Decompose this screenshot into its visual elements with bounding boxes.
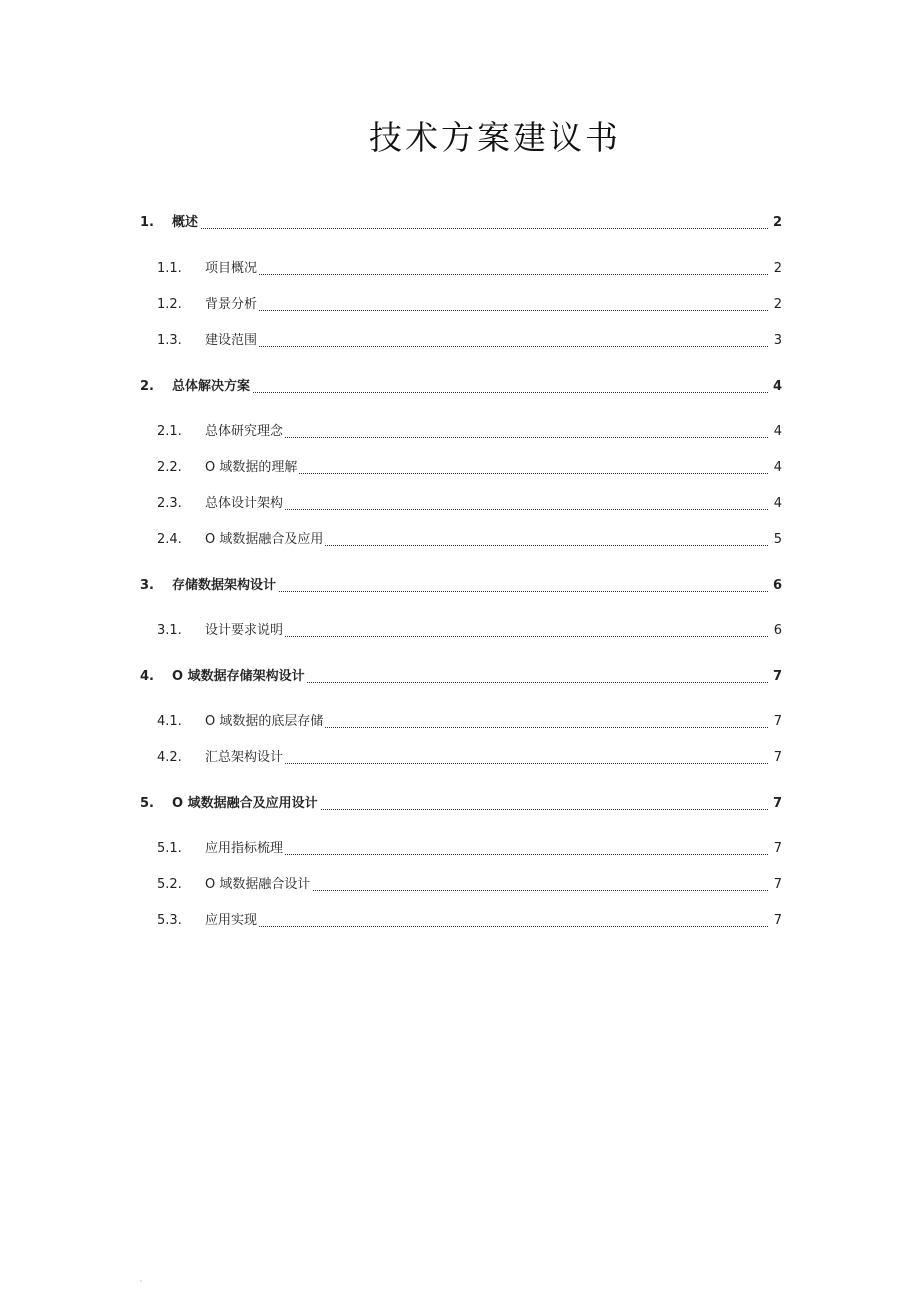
toc-entry-page: 7 [768, 838, 782, 860]
toc-entry-label: O 域数据的理解 [205, 457, 299, 479]
toc-entry-label: 建设范围 [205, 330, 259, 352]
toc-entry-label: 设计要求说明 [205, 620, 285, 642]
toc-entry-label: 总体研究理念 [205, 421, 285, 443]
toc-entry-label: O 域数据融合设计 [205, 874, 312, 896]
toc-entry-label: 总体设计架构 [205, 493, 285, 515]
toc-entry-page: 7 [768, 793, 782, 815]
document-title: 技术方案建议书 [369, 118, 621, 157]
toc-entry-label: O 域数据的底层存储 [205, 711, 325, 733]
toc-entry-number: 5.1. [157, 841, 182, 856]
toc-entry-page: 3 [768, 330, 782, 352]
toc-entry-page: 2 [768, 294, 782, 316]
toc-entry-label: 背景分析 [205, 294, 259, 316]
toc-entry-label: O 域数据融合及应用 [205, 529, 325, 551]
toc-entry-label: 概述 [172, 212, 200, 234]
toc-entry-page: 7 [768, 910, 782, 932]
toc-entry-number: 3. [140, 578, 154, 593]
toc-entry-number: 2. [140, 379, 154, 394]
toc-dot-leader [205, 435, 776, 438]
toc-entry-number: 4.1. [157, 714, 182, 729]
toc-dot-leader [205, 634, 776, 637]
toc-entry-number: 4.2. [157, 750, 182, 765]
toc-entry-page: 7 [768, 747, 782, 769]
toc-entry-page: 2 [768, 212, 782, 234]
toc-dot-leader [205, 852, 776, 855]
toc-entry-number: 2.2. [157, 460, 182, 475]
toc-entry-page: 6 [768, 620, 782, 642]
toc-dot-leader [205, 272, 776, 275]
toc-entry-page: 4 [768, 493, 782, 515]
toc-entry-page: 7 [768, 711, 782, 733]
toc-entry-number: 4. [140, 669, 154, 684]
toc-entry-number: 2.4. [157, 532, 182, 547]
toc-dot-leader [172, 390, 776, 393]
toc-entry-label: 项目概况 [205, 258, 259, 280]
toc-entry-label: 存储数据架构设计 [172, 575, 278, 597]
toc-entry-label: O 域数据存储架构设计 [172, 666, 307, 688]
toc-entry-number: 1.2. [157, 297, 182, 312]
toc-dot-leader [205, 761, 776, 764]
toc-entry-label: 应用指标梳理 [205, 838, 285, 860]
toc-entry-page: 4 [768, 457, 782, 479]
toc-entry-page: 7 [768, 666, 782, 688]
page-corner-mark [140, 1280, 142, 1282]
toc-entry-number: 1. [140, 215, 154, 230]
toc-entry-number: 2.1. [157, 424, 182, 439]
toc-entry-page: 6 [768, 575, 782, 597]
toc-entry-number: 5. [140, 796, 154, 811]
toc-entry-number: 1.1. [157, 261, 182, 276]
toc-entry-label: 汇总架构设计 [205, 747, 285, 769]
toc-entry-page: 7 [768, 874, 782, 896]
toc-entry-label: O 域数据融合及应用设计 [172, 793, 320, 815]
toc-dot-leader [205, 507, 776, 510]
toc-entry-number: 5.2. [157, 877, 182, 892]
toc-entry-number: 3.1. [157, 623, 182, 638]
toc-entry-number: 5.3. [157, 913, 182, 928]
toc-entry-page: 4 [768, 376, 782, 398]
toc-dot-leader [172, 226, 776, 229]
toc-dot-leader [205, 924, 776, 927]
toc-dot-leader [205, 308, 776, 311]
toc-entry-page: 5 [768, 529, 782, 551]
toc-entry-label: 应用实现 [205, 910, 259, 932]
toc-entry-page: 2 [768, 258, 782, 280]
toc-entry-number: 2.3. [157, 496, 182, 511]
toc-dot-leader [205, 344, 776, 347]
toc-entry-number: 1.3. [157, 333, 182, 348]
toc-entry-label: 总体解决方案 [172, 376, 252, 398]
toc-entry-page: 4 [768, 421, 782, 443]
